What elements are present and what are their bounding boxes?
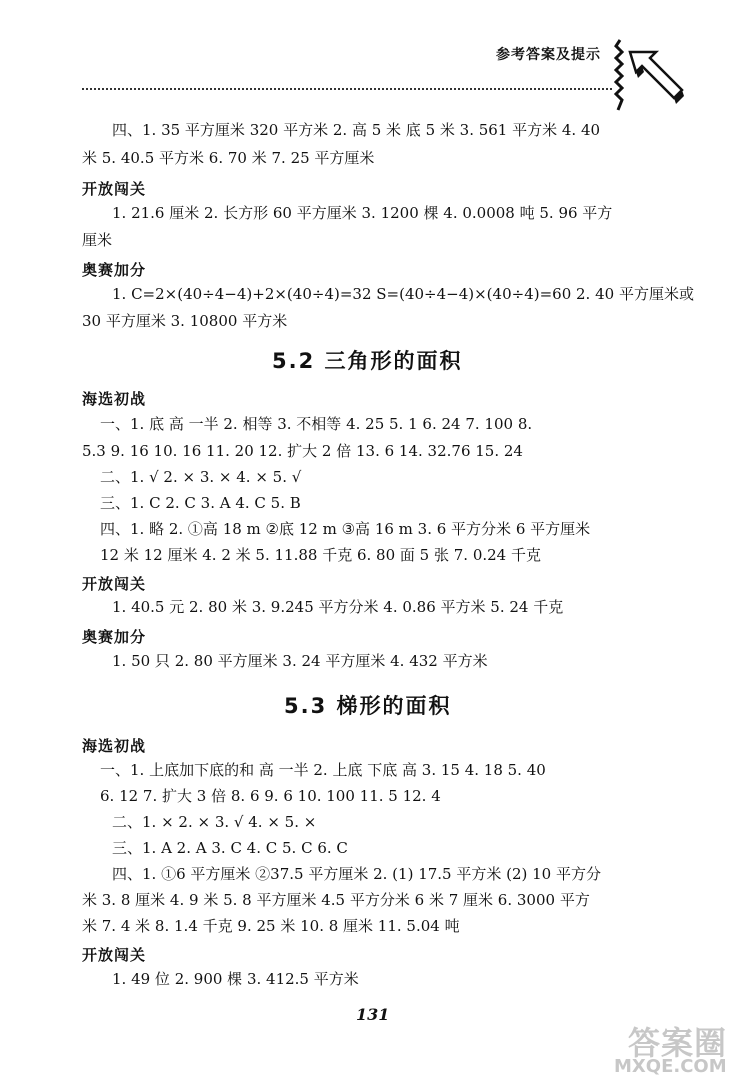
answer-line: 四、1. 35 平方厘米 320 平方米 2. 高 5 米 底 5 米 3. 561 平方米 4. 40 bbox=[112, 121, 601, 139]
answer-line: 1. 40.5 元 2. 80 米 3. 9.245 平方分米 4. 0.86 平方米 5. 24 千克 bbox=[112, 598, 564, 616]
answer-line: 四、1. ①6 平方厘米 ②37.5 平方厘米 2. (1) 17.5 平方米 (2) 10 平方分 bbox=[112, 865, 601, 883]
section-heading: 开放闯关 bbox=[82, 180, 147, 198]
answer-line: 厘米 bbox=[82, 231, 113, 249]
answer-line: 1. 49 位 2. 900 棵 3. 412.5 平方米 bbox=[112, 970, 359, 988]
section-heading: 开放闯关 bbox=[82, 575, 147, 593]
arrow-icon bbox=[612, 38, 688, 114]
answer-line: 1. 21.6 厘米 2. 长方形 60 平方厘米 3. 1200 棵 4. 0.0008 吨 5. 96 平方 bbox=[112, 204, 613, 222]
answer-line: 米 3. 8 厘米 4. 9 米 5. 8 平方厘米 4.5 平方分米 6 米 7 厘米 6. 3000 平方 bbox=[82, 891, 590, 909]
answer-line: 6. 12 7. 扩大 3 倍 8. 6 9. 6 10. 100 11. 5 12. 4 bbox=[100, 787, 441, 805]
section-heading: 奥赛加分 bbox=[82, 628, 147, 646]
watermark-url: MXQE.COM bbox=[614, 1056, 727, 1077]
answer-line: 米 7. 4 米 8. 1.4 千克 9. 25 米 10. 8 厘米 11. 5.04 吨 bbox=[82, 917, 460, 935]
answer-line: 米 5. 40.5 平方米 6. 70 米 7. 25 平方厘米 bbox=[82, 149, 375, 167]
watermark bbox=[606, 1018, 746, 1078]
header-dotted-rule bbox=[82, 88, 612, 90]
answer-line: 1. 50 只 2. 80 平方厘米 3. 24 平方厘米 4. 432 平方米 bbox=[112, 652, 488, 670]
answer-line: 二、1. √ 2. × 3. × 4. × 5. √ bbox=[100, 468, 302, 486]
answer-line: 三、1. A 2. A 3. C 4. C 5. C 6. C bbox=[112, 839, 348, 857]
answer-line: 1. C=2×(40÷4−4)+2×(40÷4)=32 S=(40÷4−4)×(40÷4)=60 2. 40 平方厘米或 bbox=[112, 285, 694, 303]
answer-line: 5.3 9. 16 10. 16 11. 20 12. 扩大 2 倍 13. 6 14. 32.76 15. 24 bbox=[82, 442, 523, 460]
section-heading: 海选初战 bbox=[82, 737, 147, 755]
header-title: 参考答案及提示 bbox=[496, 47, 601, 63]
section-heading: 开放闯关 bbox=[82, 946, 147, 964]
section-heading: 奥赛加分 bbox=[82, 261, 147, 279]
chapter-title: 5.3 梯形的面积 bbox=[284, 694, 452, 718]
answer-line: 30 平方厘米 3. 10800 平方米 bbox=[82, 312, 288, 330]
page-number: 131 bbox=[356, 1005, 390, 1024]
answer-line: 12 米 12 厘米 4. 2 米 5. 11.88 千克 6. 80 面 5 张 7. 0.24 千克 bbox=[100, 546, 541, 564]
section-heading: 海选初战 bbox=[82, 390, 147, 408]
answer-line: 四、1. 略 2. ①高 18 m ②底 12 m ③高 16 m 3. 6 平方分米 6 平方厘米 bbox=[100, 520, 591, 538]
answer-line: 一、1. 底 高 一半 2. 相等 3. 不相等 4. 25 5. 1 6. 24 7. 100 8. bbox=[100, 415, 533, 433]
chapter-title: 5.2 三角形的面积 bbox=[272, 349, 463, 373]
answer-line: 一、1. 上底加下底的和 高 一半 2. 上底 下底 高 3. 15 4. 18 5. 40 bbox=[100, 761, 546, 779]
answer-line: 三、1. C 2. C 3. A 4. C 5. B bbox=[100, 494, 301, 512]
answer-line: 二、1. × 2. × 3. √ 4. × 5. × bbox=[112, 813, 317, 831]
watermark-logo-text: 答案圈 bbox=[628, 1024, 728, 1062]
